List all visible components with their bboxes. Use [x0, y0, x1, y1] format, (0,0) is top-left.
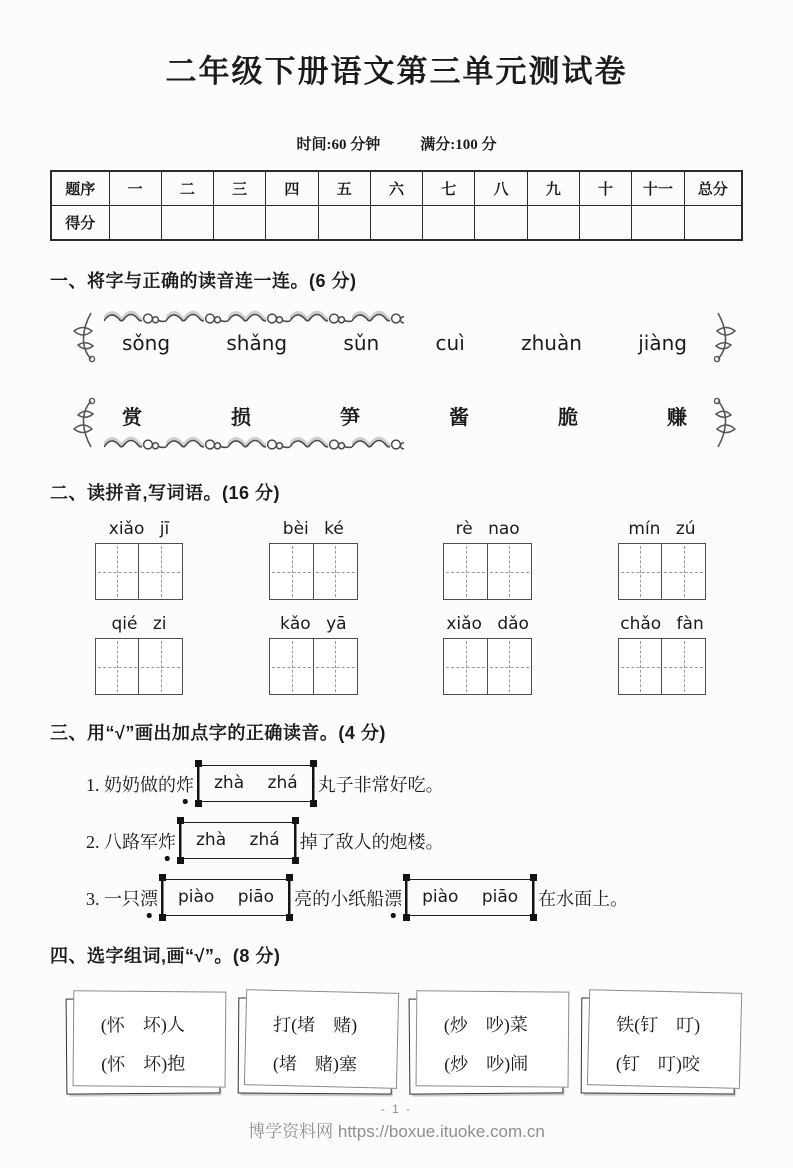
- pinyin-choice-box: zhà zhá: [198, 765, 314, 802]
- grid-cell: [661, 638, 706, 695]
- score-cell: [527, 206, 579, 241]
- column-header: 七: [423, 171, 475, 206]
- grid-cell: [269, 638, 314, 695]
- score-cell: [370, 206, 422, 241]
- score-cell: [475, 206, 527, 241]
- character-banner: [78, 397, 731, 457]
- pronunciation-sentences: [86, 765, 743, 916]
- score-cell: [423, 206, 475, 241]
- score-cell: [161, 206, 213, 241]
- grid-cell: [487, 638, 532, 695]
- score-table-header-row: [51, 171, 742, 206]
- character-option: 赚: [667, 407, 687, 429]
- word-group: [607, 519, 717, 600]
- choice-card: [409, 997, 564, 1094]
- word-pinyin: xiǎo dǎo: [446, 614, 529, 634]
- section-three-heading: 三、用“√”画出加点字的正确读音。(4 分): [50, 723, 386, 743]
- score-cell: [214, 206, 266, 241]
- page-title: 二年级下册语文第三单元测试卷: [165, 54, 628, 89]
- word-pinyin: qié zi: [111, 614, 167, 634]
- column-header: 十一: [632, 171, 684, 206]
- sentence-text: 掉了敌人的炮楼。: [299, 831, 444, 852]
- column-header: 十: [579, 171, 631, 206]
- word-group: [433, 519, 543, 600]
- score-cell: [684, 206, 742, 241]
- writing-grid-row: [50, 614, 743, 695]
- column-header: 九: [527, 171, 579, 206]
- pinyin-row: [122, 331, 687, 355]
- word-pinyin: kǎo yā: [280, 614, 347, 634]
- dotted-character: 漂: [140, 885, 158, 911]
- pinyin-option: shǎng: [226, 331, 288, 355]
- column-header-total: 总分: [684, 171, 742, 206]
- exam-meta: [50, 133, 743, 154]
- writing-grid: [433, 638, 543, 695]
- choice-line: (炒 吵)菜: [444, 1014, 529, 1036]
- writing-grid: [84, 638, 194, 695]
- score-cell: [579, 206, 631, 241]
- choice-card: [237, 997, 392, 1094]
- sentence-text: 3. 一只: [86, 888, 140, 909]
- score-cell: [632, 206, 684, 241]
- score-table: [50, 170, 743, 241]
- grid-cell: [313, 543, 358, 600]
- grid-cell: [138, 638, 183, 695]
- column-header: 六: [370, 171, 422, 206]
- writing-grid: [607, 543, 717, 600]
- sentence-text: 丸子非常好吃。: [317, 774, 444, 795]
- choice-line: (堵 赌)塞: [272, 1053, 357, 1075]
- writing-grid-area: [50, 519, 743, 695]
- sentence-text: 在水面上。: [538, 888, 629, 909]
- writing-grid: [258, 543, 368, 600]
- dotted-character: 炸: [158, 828, 176, 854]
- choice-line: (怀 坏)抱: [101, 1053, 186, 1075]
- choice-line: 打(堵 赌): [272, 1014, 357, 1036]
- section-four-heading: 四、选字组词,画“√”。(8 分): [50, 946, 281, 966]
- test-paper-page: [0, 46, 793, 1094]
- choice-line: 铁(钉 叮): [616, 1014, 701, 1036]
- word-pinyin: bèi ké: [282, 519, 344, 539]
- pinyin-banner: [78, 307, 731, 367]
- grid-cell: [618, 543, 663, 600]
- column-header: 八: [475, 171, 527, 206]
- character-option: 脆: [558, 407, 578, 429]
- choice-line: (钉 叮)咬: [615, 1053, 700, 1075]
- writing-grid: [84, 543, 194, 600]
- column-header: 四: [266, 171, 318, 206]
- sentence-item: [86, 879, 743, 916]
- pinyin-option: jiàng: [638, 331, 687, 355]
- section-one-heading: 一、将字与正确的读音连一连。(6 分): [50, 271, 357, 291]
- score-cell: [266, 206, 318, 241]
- watermark-link[interactable]: 博学资料网 https://boxue.ituoke.com.cn: [248, 1122, 545, 1141]
- vine-leaf-icon: [709, 307, 739, 363]
- sentence-text: 1. 奶奶做的: [86, 774, 176, 795]
- dotted-character: 炸: [176, 771, 194, 797]
- scroll-border-decoration: [104, 435, 404, 455]
- pinyin-choice-box: zhà zhá: [180, 822, 296, 859]
- sentence-text: 亮的小纸船: [294, 888, 385, 909]
- page-footer: [0, 1102, 793, 1142]
- column-header: 五: [318, 171, 370, 206]
- writing-grid: [258, 638, 368, 695]
- grid-cell: [618, 638, 663, 695]
- character-option: 笋: [340, 407, 360, 429]
- grid-cell: [138, 543, 183, 600]
- pinyin-option: sǔn: [343, 331, 380, 355]
- vine-leaf-icon: [70, 307, 100, 363]
- column-header: 三: [214, 171, 266, 206]
- grid-cell: [443, 543, 488, 600]
- grid-cell: [443, 638, 488, 695]
- character-row: [122, 401, 687, 430]
- character-option: 赏: [122, 407, 142, 429]
- vine-leaf-icon: [70, 397, 100, 453]
- sentence-text: 2. 八路军: [86, 831, 158, 852]
- grid-cell: [269, 543, 314, 600]
- word-pinyin: mín zú: [628, 519, 696, 539]
- pinyin-choice-box: piào piāo: [406, 879, 534, 916]
- vine-leaf-icon: [709, 397, 739, 453]
- pinyin-choice-box: piào piāo: [162, 879, 290, 916]
- word-pinyin: rè nao: [455, 519, 520, 539]
- dotted-character: 漂: [384, 885, 402, 911]
- scroll-border-decoration: [104, 309, 404, 329]
- column-header: 二: [161, 171, 213, 206]
- choice-line: (炒 吵)闹: [444, 1053, 529, 1075]
- grid-cell: [487, 543, 532, 600]
- question-order-label: 题序: [51, 171, 109, 206]
- column-header: 一: [109, 171, 161, 206]
- page-number: - 1 -: [380, 1102, 413, 1116]
- word-group: [607, 614, 717, 695]
- choice-card: [66, 997, 221, 1094]
- grid-cell: [95, 543, 140, 600]
- word-pinyin: xiǎo jī: [108, 519, 170, 539]
- grid-cell: [661, 543, 706, 600]
- time-limit: 时间:60 分钟: [296, 137, 381, 153]
- score-cell: [318, 206, 370, 241]
- grid-cell: [313, 638, 358, 695]
- choice-line: (怀 坏)人: [100, 1014, 185, 1036]
- pinyin-option: sǒng: [122, 331, 171, 355]
- score-label: 得分: [51, 206, 109, 241]
- choice-card: [581, 997, 736, 1094]
- score-cell: [109, 206, 161, 241]
- sentence-item: [86, 822, 743, 859]
- section-two-heading: 二、读拼音,写词语。(16 分): [50, 483, 281, 503]
- character-option: 酱: [449, 407, 469, 429]
- writing-grid-row: [50, 519, 743, 600]
- writing-grid: [433, 543, 543, 600]
- word-group: [84, 519, 194, 600]
- full-score: 满分:100 分: [420, 137, 497, 153]
- score-table-score-row: [51, 206, 742, 241]
- word-pinyin: chǎo fàn: [620, 614, 704, 634]
- pinyin-option: zhuàn: [521, 331, 582, 355]
- word-group: [84, 614, 194, 695]
- sentence-item: [86, 765, 743, 802]
- word-group: [258, 519, 368, 600]
- writing-grid: [607, 638, 717, 695]
- word-choice-cards: [66, 998, 735, 1094]
- word-group: [433, 614, 543, 695]
- character-option: 损: [231, 407, 251, 429]
- pinyin-option: cuì: [435, 331, 465, 355]
- grid-cell: [95, 638, 140, 695]
- word-group: [258, 614, 368, 695]
